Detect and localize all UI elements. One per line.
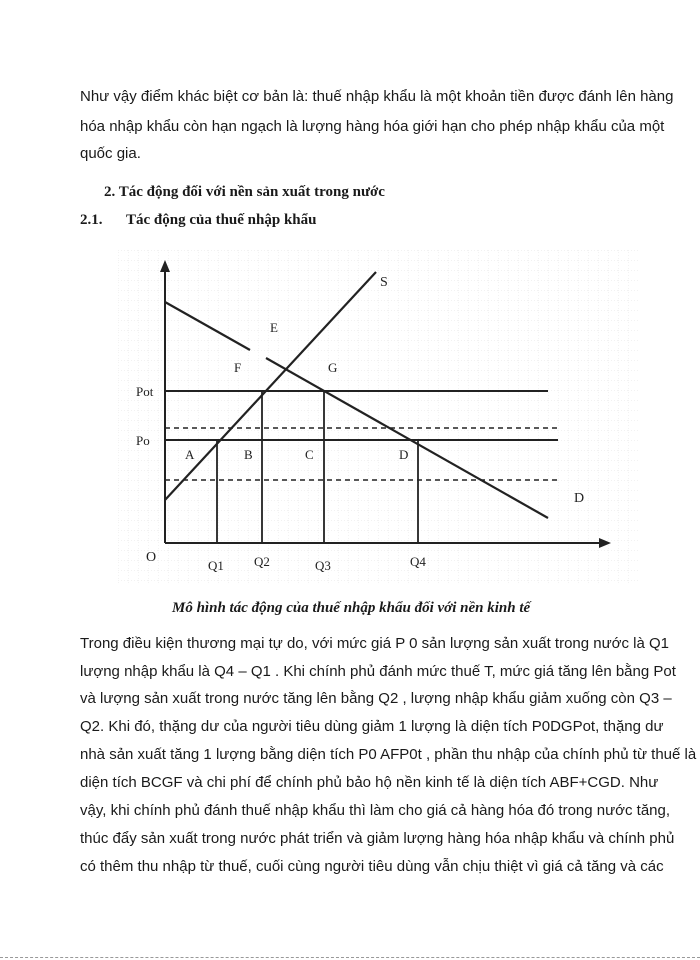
intro-line-3: quốc gia. (80, 145, 141, 162)
q4-label: Q4 (410, 554, 426, 569)
price-p0-label: Po (136, 433, 150, 448)
point-g-label: G (328, 360, 338, 375)
page-bottom-divider (0, 957, 700, 958)
body-line-2: lượng nhập khẩu là Q4 – Q1 . Khi chính phủ đánh mức thuế T, mức giá tăng lên bằng Pot (80, 663, 676, 680)
body-line-4: Q2. Khi đó, thặng dư của người tiêu dùng giảm 1 lượng là diện tích P0DGPot, thặng dư (80, 718, 664, 735)
body-line-5: nhà sản xuất tăng 1 lượng bằng diện tích P0 AFP0t , phần thu nhập của chính phủ từ thuế là (80, 746, 697, 763)
intro-line-1: Như vậy điểm khác biệt cơ bản là: thuế nhập khẩu là một khoản tiền được đánh lên hàng (80, 88, 674, 105)
demand-label: D (574, 491, 585, 506)
body-line-9: có thêm thu nhập từ thuế, cuối cùng người tiêu dùng vẫn chịu thiệt vì giá cả tăng và các (80, 858, 664, 875)
q2-label: Q2 (254, 554, 270, 569)
body-line-8: thúc đẩy sản xuất trong nước phát triển và giảm lượng hàng hóa nhập khẩu và chính phủ (80, 830, 675, 847)
price-pot-label: Pot (136, 384, 154, 399)
subsection-title: Tác động của thuế nhập khẩu (126, 212, 317, 228)
body-line-6: diện tích BCGF và chi phí để chính phủ bảo hộ nền kinh tế là diện tích ABF+CGD. Như (80, 774, 659, 791)
body-line-7: vậy, khi chính phủ đánh thuế nhập khẩu thì làm cho giá cả hàng hóa đó trong nước tăng, (80, 802, 671, 819)
subsection-number: 2.1. (80, 212, 103, 228)
q1-label: Q1 (208, 558, 224, 573)
figure-caption: Mô hình tác động của thuế nhập khẩu đối với nền kinh tế (172, 600, 531, 616)
point-f-label: F (234, 360, 242, 375)
body-line-3: và lượng sản xuất trong nước tăng lên bằng Q2 , lượng nhập khẩu giảm xuống còn Q3 – (80, 690, 672, 707)
supply-label: S (380, 275, 388, 290)
grid-background (118, 250, 638, 585)
intro-line-2: hóa nhập khẩu còn hạn ngạch là lượng hàng hóa giới hạn cho phép nhập khẩu của một (80, 118, 665, 135)
point-c-label: C (305, 447, 314, 462)
body-line-1: Trong điều kiện thương mại tự do, với mức giá P 0 sản lượng sản xuất trong nước là Q1 (80, 635, 669, 652)
point-e-label: E (270, 320, 278, 335)
point-a-label: A (185, 447, 195, 462)
tariff-effect-diagram (118, 250, 638, 585)
point-b-label: B (244, 447, 253, 462)
origin-label: O (146, 550, 157, 565)
point-d-label: D (399, 447, 409, 462)
q3-label: Q3 (315, 558, 331, 573)
section-heading: 2. Tác động đối với nền sản xuất trong nước (104, 184, 385, 200)
